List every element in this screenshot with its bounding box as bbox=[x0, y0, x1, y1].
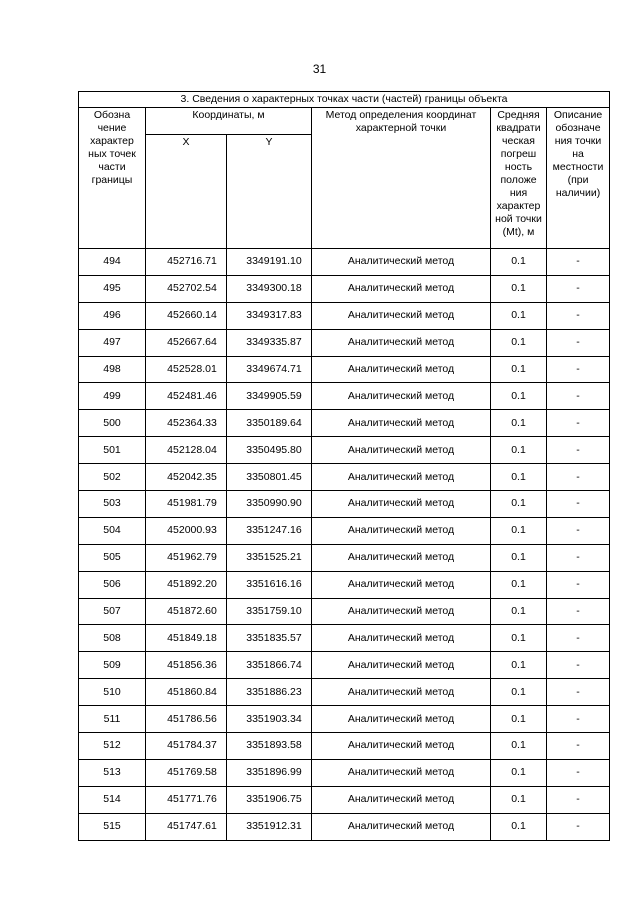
x-coordinate-cell: 451771.76 bbox=[146, 786, 227, 813]
y-coordinate-cell: 3351886.23 bbox=[227, 679, 312, 706]
error-cell: 0.1 bbox=[491, 598, 547, 625]
page-number: 31 bbox=[312, 62, 327, 76]
table-row bbox=[79, 679, 610, 706]
y-coordinate-cell: 3351525.21 bbox=[227, 544, 312, 571]
error-cell: 0.1 bbox=[491, 652, 547, 679]
method-cell: Аналитический метод bbox=[312, 383, 491, 410]
x-coordinate-cell: 452000.93 bbox=[146, 517, 227, 544]
description-cell: - bbox=[547, 786, 610, 813]
x-coordinate-cell: 452481.46 bbox=[146, 383, 227, 410]
x-coordinate-cell: 451892.20 bbox=[146, 571, 227, 598]
point-cell: 514 bbox=[79, 786, 146, 813]
error-cell: 0.1 bbox=[491, 383, 547, 410]
description-cell: - bbox=[547, 652, 610, 679]
error-cell: 0.1 bbox=[491, 625, 547, 652]
method-cell: Аналитический метод bbox=[312, 813, 491, 840]
method-cell: Аналитический метод bbox=[312, 464, 491, 491]
x-coordinate-cell: 452702.54 bbox=[146, 275, 227, 302]
y-coordinate-cell: 3349191.10 bbox=[227, 249, 312, 276]
error-cell: 0.1 bbox=[491, 544, 547, 571]
description-cell: - bbox=[547, 625, 610, 652]
y-coordinate-cell: 3350495.80 bbox=[227, 437, 312, 464]
description-cell: - bbox=[547, 302, 610, 329]
method-cell: Аналитический метод bbox=[312, 759, 491, 786]
table-row bbox=[79, 356, 610, 383]
y-coordinate-cell: 3351906.75 bbox=[227, 786, 312, 813]
point-cell: 498 bbox=[79, 356, 146, 383]
method-cell: Аналитический метод bbox=[312, 679, 491, 706]
header-coordinates: Координаты, м bbox=[146, 108, 312, 135]
table-row bbox=[79, 706, 610, 733]
table-row bbox=[79, 813, 610, 840]
error-cell: 0.1 bbox=[491, 329, 547, 356]
method-cell: Аналитический метод bbox=[312, 249, 491, 276]
y-coordinate-cell: 3350801.45 bbox=[227, 464, 312, 491]
table-row bbox=[79, 786, 610, 813]
header-x: X bbox=[146, 135, 227, 249]
point-cell: 495 bbox=[79, 275, 146, 302]
y-coordinate-cell: 3349335.87 bbox=[227, 329, 312, 356]
table-row bbox=[79, 383, 610, 410]
x-coordinate-cell: 451784.37 bbox=[146, 733, 227, 760]
description-cell: - bbox=[547, 410, 610, 437]
method-cell: Аналитический метод bbox=[312, 733, 491, 760]
point-cell: 505 bbox=[79, 544, 146, 571]
method-cell: Аналитический метод bbox=[312, 652, 491, 679]
y-coordinate-cell: 3349317.83 bbox=[227, 302, 312, 329]
x-coordinate-cell: 452364.33 bbox=[146, 410, 227, 437]
header-y: Y bbox=[227, 135, 312, 249]
point-cell: 512 bbox=[79, 733, 146, 760]
description-cell: - bbox=[547, 329, 610, 356]
table-row bbox=[79, 733, 610, 760]
description-cell: - bbox=[547, 598, 610, 625]
table-row bbox=[79, 571, 610, 598]
table-row bbox=[79, 329, 610, 356]
error-cell: 0.1 bbox=[491, 437, 547, 464]
description-cell: - bbox=[547, 275, 610, 302]
description-cell: - bbox=[547, 356, 610, 383]
error-cell: 0.1 bbox=[491, 275, 547, 302]
y-coordinate-cell: 3349674.71 bbox=[227, 356, 312, 383]
y-coordinate-cell: 3351896.99 bbox=[227, 759, 312, 786]
method-cell: Аналитический метод bbox=[312, 356, 491, 383]
x-coordinate-cell: 452716.71 bbox=[146, 249, 227, 276]
error-cell: 0.1 bbox=[491, 491, 547, 518]
method-cell: Аналитический метод bbox=[312, 329, 491, 356]
error-cell: 0.1 bbox=[491, 571, 547, 598]
description-cell: - bbox=[547, 571, 610, 598]
x-coordinate-cell: 451872.60 bbox=[146, 598, 227, 625]
point-cell: 509 bbox=[79, 652, 146, 679]
method-cell: Аналитический метод bbox=[312, 517, 491, 544]
error-cell: 0.1 bbox=[491, 356, 547, 383]
table-row bbox=[79, 464, 610, 491]
table-row bbox=[79, 249, 610, 276]
error-cell: 0.1 bbox=[491, 464, 547, 491]
y-coordinate-cell: 3349905.59 bbox=[227, 383, 312, 410]
table-row bbox=[79, 625, 610, 652]
table-row bbox=[79, 302, 610, 329]
point-cell: 515 bbox=[79, 813, 146, 840]
point-cell: 513 bbox=[79, 759, 146, 786]
x-coordinate-cell: 452128.04 bbox=[146, 437, 227, 464]
description-cell: - bbox=[547, 759, 610, 786]
x-coordinate-cell: 451786.56 bbox=[146, 706, 227, 733]
method-cell: Аналитический метод bbox=[312, 410, 491, 437]
description-cell: - bbox=[547, 517, 610, 544]
point-cell: 511 bbox=[79, 706, 146, 733]
y-coordinate-cell: 3351903.34 bbox=[227, 706, 312, 733]
error-cell: 0.1 bbox=[491, 813, 547, 840]
y-coordinate-cell: 3350189.64 bbox=[227, 410, 312, 437]
y-coordinate-cell: 3351893.58 bbox=[227, 733, 312, 760]
table-row bbox=[79, 275, 610, 302]
description-cell: - bbox=[547, 249, 610, 276]
point-cell: 500 bbox=[79, 410, 146, 437]
point-cell: 499 bbox=[79, 383, 146, 410]
table-row bbox=[79, 652, 610, 679]
x-coordinate-cell: 451747.61 bbox=[146, 813, 227, 840]
error-cell: 0.1 bbox=[491, 517, 547, 544]
point-cell: 497 bbox=[79, 329, 146, 356]
x-coordinate-cell: 452528.01 bbox=[146, 356, 227, 383]
description-cell: - bbox=[547, 679, 610, 706]
x-coordinate-cell: 451981.79 bbox=[146, 491, 227, 518]
error-cell: 0.1 bbox=[491, 410, 547, 437]
x-coordinate-cell: 452042.35 bbox=[146, 464, 227, 491]
header-description: Описание обозначе ния точки на местности (при наличии) bbox=[547, 108, 610, 249]
table-row bbox=[79, 491, 610, 518]
table-title: 3. Сведения о характерных точках части (частей) границы объекта bbox=[79, 92, 610, 108]
y-coordinate-cell: 3351759.10 bbox=[227, 598, 312, 625]
method-cell: Аналитический метод bbox=[312, 544, 491, 571]
error-cell: 0.1 bbox=[491, 249, 547, 276]
y-coordinate-cell: 3350990.90 bbox=[227, 491, 312, 518]
point-cell: 501 bbox=[79, 437, 146, 464]
error-cell: 0.1 bbox=[491, 786, 547, 813]
y-coordinate-cell: 3349300.18 bbox=[227, 275, 312, 302]
description-cell: - bbox=[547, 544, 610, 571]
x-coordinate-cell: 451856.36 bbox=[146, 652, 227, 679]
header-point-designation: Обозна чение характер ных точек части границы bbox=[79, 108, 146, 249]
y-coordinate-cell: 3351247.16 bbox=[227, 517, 312, 544]
table-row bbox=[79, 544, 610, 571]
point-cell: 507 bbox=[79, 598, 146, 625]
description-cell: - bbox=[547, 706, 610, 733]
table-row bbox=[79, 437, 610, 464]
y-coordinate-cell: 3351616.16 bbox=[227, 571, 312, 598]
point-cell: 494 bbox=[79, 249, 146, 276]
point-cell: 504 bbox=[79, 517, 146, 544]
method-cell: Аналитический метод bbox=[312, 786, 491, 813]
error-cell: 0.1 bbox=[491, 759, 547, 786]
y-coordinate-cell: 3351866.74 bbox=[227, 652, 312, 679]
header-mean-square-error: Средняя квадрати ческая погреш ность положе ния характер ной точки (Mt), м bbox=[491, 108, 547, 249]
description-cell: - bbox=[547, 813, 610, 840]
method-cell: Аналитический метод bbox=[312, 598, 491, 625]
table-body bbox=[79, 249, 610, 841]
x-coordinate-cell: 451860.84 bbox=[146, 679, 227, 706]
method-cell: Аналитический метод bbox=[312, 275, 491, 302]
header-method: Метод определения координат характерной точки bbox=[312, 108, 491, 249]
error-cell: 0.1 bbox=[491, 733, 547, 760]
method-cell: Аналитический метод bbox=[312, 491, 491, 518]
y-coordinate-cell: 3351835.57 bbox=[227, 625, 312, 652]
x-coordinate-cell: 451962.79 bbox=[146, 544, 227, 571]
method-cell: Аналитический метод bbox=[312, 625, 491, 652]
characteristic-points-table bbox=[78, 91, 610, 841]
table-row bbox=[79, 517, 610, 544]
method-cell: Аналитический метод bbox=[312, 437, 491, 464]
table-row bbox=[79, 598, 610, 625]
table-row bbox=[79, 759, 610, 786]
description-cell: - bbox=[547, 437, 610, 464]
y-coordinate-cell: 3351912.31 bbox=[227, 813, 312, 840]
x-coordinate-cell: 451769.58 bbox=[146, 759, 227, 786]
error-cell: 0.1 bbox=[491, 679, 547, 706]
point-cell: 510 bbox=[79, 679, 146, 706]
error-cell: 0.1 bbox=[491, 302, 547, 329]
method-cell: Аналитический метод bbox=[312, 302, 491, 329]
point-cell: 496 bbox=[79, 302, 146, 329]
description-cell: - bbox=[547, 491, 610, 518]
point-cell: 508 bbox=[79, 625, 146, 652]
description-cell: - bbox=[547, 733, 610, 760]
x-coordinate-cell: 452660.14 bbox=[146, 302, 227, 329]
description-cell: - bbox=[547, 383, 610, 410]
table-row bbox=[79, 410, 610, 437]
method-cell: Аналитический метод bbox=[312, 571, 491, 598]
method-cell: Аналитический метод bbox=[312, 706, 491, 733]
point-cell: 502 bbox=[79, 464, 146, 491]
point-cell: 503 bbox=[79, 491, 146, 518]
point-cell: 506 bbox=[79, 571, 146, 598]
x-coordinate-cell: 451849.18 bbox=[146, 625, 227, 652]
error-cell: 0.1 bbox=[491, 706, 547, 733]
x-coordinate-cell: 452667.64 bbox=[146, 329, 227, 356]
description-cell: - bbox=[547, 464, 610, 491]
